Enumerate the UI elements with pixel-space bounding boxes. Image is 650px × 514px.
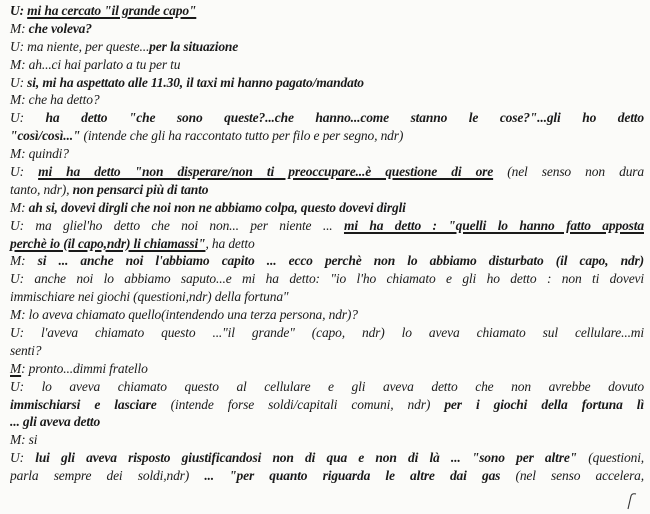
transcript-segment: che voleva?: [28, 20, 92, 36]
transcript-segment: mi ha detto : "quelli lo hanno fatto apposta: [343, 217, 644, 233]
transcript-segment: U: ma niente, per queste...: [10, 38, 150, 54]
transcript-segment: U:: [10, 164, 39, 180]
transcript-segment: M: ah...ci hai parlato a tu per tu: [10, 56, 181, 72]
transcript-body: [10, 2, 644, 485]
transcript-line: [10, 217, 644, 235]
transcript-line: [10, 20, 644, 38]
transcript-segment: ... "per quanto riguarda le altre dai gas: [204, 468, 516, 484]
transcript-segment: si ... anche noi l'abbiamo capito ... ecco perchè non lo abbiamo disturbato (il capo, ndr): [37, 253, 644, 269]
transcript-line: [10, 145, 644, 163]
transcript-line: [10, 396, 644, 414]
transcript-segment: perchè io (il capo,ndr) li chiamassi": [10, 235, 206, 251]
transcript-line: [10, 91, 644, 109]
transcript-segment: M: che ha detto?: [10, 92, 100, 108]
transcript-segment: (nel senso non dura: [493, 164, 644, 180]
transcript-segment: U: lo aveva chiamato questo al cellulare e gli aveva detto che non avrebbe dovuto: [10, 378, 644, 394]
transcript-line: [10, 38, 644, 56]
transcript-line: [10, 270, 644, 288]
transcript-segment: per la situazione: [149, 38, 239, 54]
transcript-line: [10, 413, 644, 431]
transcript-line: [10, 378, 644, 396]
transcript-segment: (intende che gli ha raccontato tutto per filo e per segno, ndr): [83, 128, 404, 144]
transcript-line: [10, 306, 644, 324]
transcript-segment: U:: [10, 74, 28, 90]
transcript-segment: (nel senso accelera,: [515, 468, 644, 484]
transcript-segment: M: quindi?: [10, 146, 69, 162]
transcript-segment: ... gli aveva detto: [10, 414, 101, 430]
transcript-segment: immischiarsi e lasciare: [10, 396, 171, 412]
transcript-segment: U: ma gliel'ho detto che noi non... per niente ...: [10, 217, 344, 233]
transcript-line: [10, 2, 644, 20]
transcript-segment: (questioni,: [588, 450, 644, 466]
transcript-segment: tanto, ndr),: [10, 181, 73, 197]
transcript-segment: si, mi ha aspettato alle 11.30, il taxi mi hanno pagato/mandato: [27, 74, 364, 90]
transcript-segment: parla sempre dei soldi,ndr): [10, 468, 205, 484]
pen-mark-icon: [622, 492, 638, 510]
transcript-segment: ah si, dovevi dirgli che noi non ne abbiamo colpa, questo dovevi dirgli: [28, 199, 406, 215]
transcript-segment: per i giochi della fortuna lì: [444, 396, 644, 412]
transcript-segment: mi ha detto "non disperare/non ti preoccupare...è questione di ore: [38, 164, 494, 180]
transcript-line: [10, 181, 644, 199]
transcript-line: [10, 109, 644, 127]
transcript-segment: U:: [10, 110, 46, 126]
transcript-segment: M: [10, 360, 22, 376]
transcript-segment: M:: [10, 20, 29, 36]
transcript-segment: , ha detto: [205, 235, 255, 251]
transcript-segment: U:: [10, 3, 28, 18]
transcript-line: [10, 127, 644, 145]
transcript-line: [10, 163, 644, 181]
transcript-segment: ha detto "che sono queste?...che hanno...come stanno le cose?"...gli ho detto: [45, 110, 644, 126]
transcript-segment: M:: [10, 253, 38, 269]
transcript-segment: (intende forse soldi/capitali comuni, ndr): [170, 396, 445, 412]
transcript-segment: M:: [10, 199, 29, 215]
transcript-segment: mi ha cercato "il grande capo": [27, 3, 197, 18]
transcript-segment: U: l'aveva chiamato questo ..."il grande" (capo, ndr) lo aveva chiamato sul cellulare...mi: [10, 325, 644, 341]
transcript-line: [10, 252, 644, 270]
transcript-line: [10, 449, 644, 467]
transcript-segment: M: si: [10, 432, 38, 448]
transcript-line: [10, 74, 644, 92]
transcript-segment: M: lo aveva chiamato quello(intendendo una terza persona, ndr)?: [10, 307, 358, 323]
transcript-line: [10, 342, 644, 360]
transcript-line: [10, 235, 644, 253]
transcript-line: [10, 324, 644, 342]
transcript-segment: U:: [10, 450, 36, 466]
transcript-line: [10, 56, 644, 74]
transcript-line: [10, 360, 644, 378]
transcript-segment: U: anche noi lo abbiamo saputo...e mi ha detto: "io l'ho chiamato e gli ho detto : non ti dovevi: [10, 271, 644, 287]
transcript-segment: "così/così...": [10, 128, 84, 144]
transcript-line: [10, 288, 644, 306]
transcript-segment: senti?: [10, 342, 42, 358]
transcript-segment: : pronto...dimmi fratello: [21, 360, 148, 376]
transcript-line: [10, 431, 644, 449]
transcript-segment: immischiare nei giochi (questioni,ndr) della fortuna": [10, 289, 289, 305]
transcript-segment: lui gli aveva risposto giustificandosi non di qua e non di là ... "sono per altre": [35, 450, 589, 466]
transcript-segment: non pensarci più di tanto: [72, 181, 209, 197]
transcript-line: [10, 199, 644, 217]
transcript-line: [10, 467, 644, 485]
